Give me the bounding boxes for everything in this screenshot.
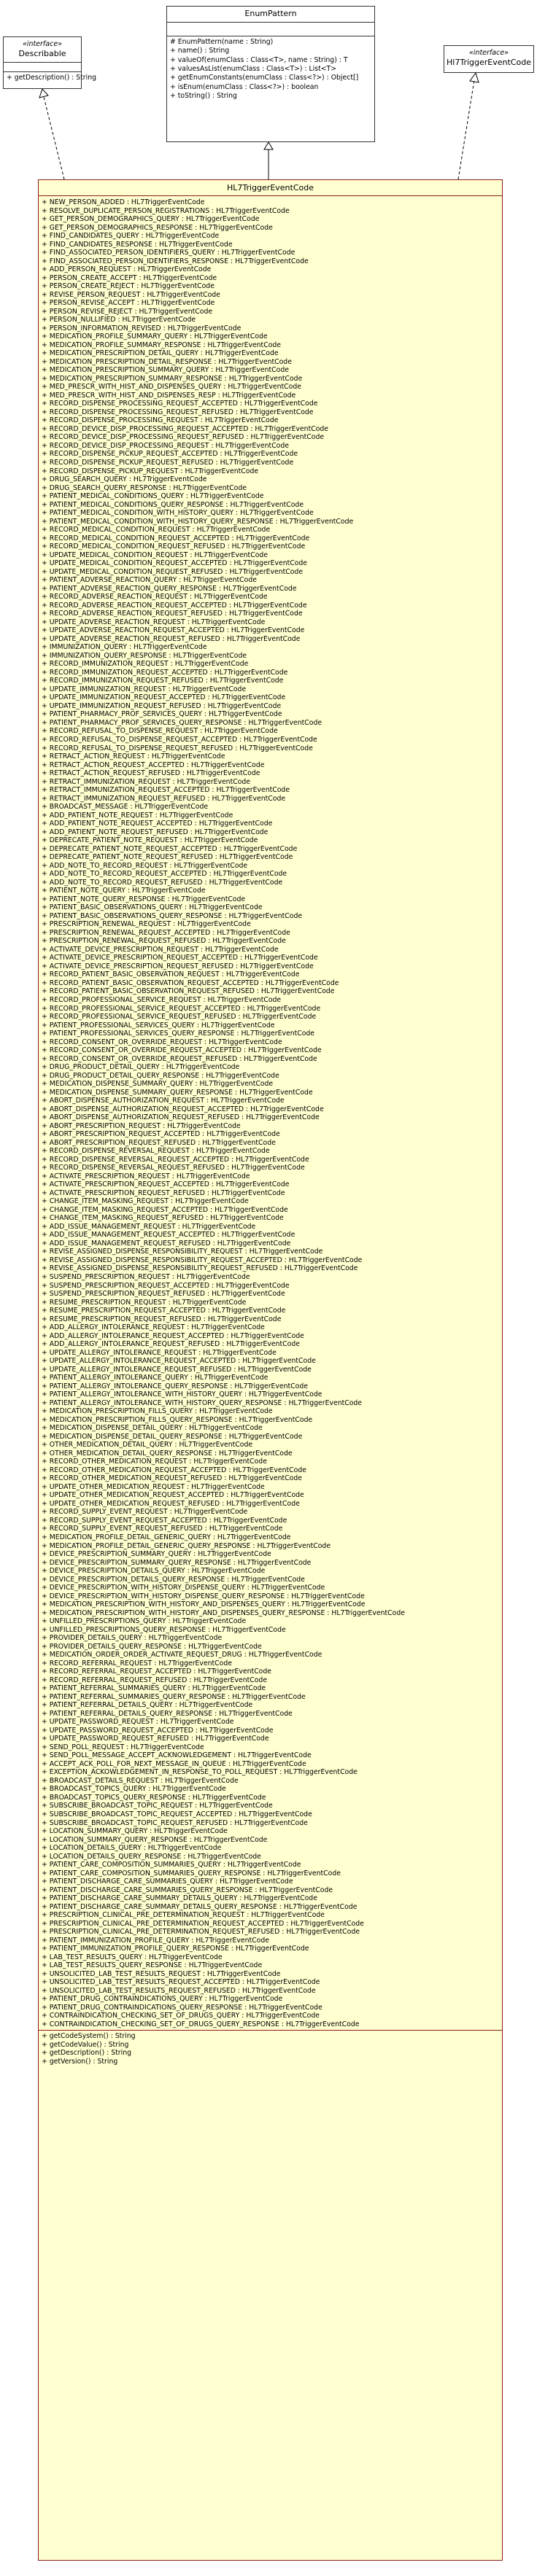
enum-constant: + ADD_PATIENT_NOTE_REQUEST_REFUSED : HL7TriggerEventCode [42,828,268,836]
main-class-method: + getCodeValue() : String [42,2040,129,2049]
enum-constant: + PATIENT_PROFESSIONAL_SERVICES_QUERY : HL7TriggerEventCode [42,1021,275,1030]
enum-constant: + DEVICE_PRESCRIPTION_SUMMARY_QUERY_RESPONSE : HL7TriggerEventCode [42,1558,312,1567]
enum-constant: + PATIENT_MEDICAL_CONDITION_WITH_HISTORY_QUERY_RESPONSE : HL7TriggerEventCode [42,517,354,526]
enum-constant: + FIND_CANDIDATES_RESPONSE : HL7TriggerEventCode [42,240,233,249]
enum-constant: + IMMUNIZATION_QUERY : HL7TriggerEventCode [42,643,207,652]
enum-constant: + RESUME_PRESCRIPTION_REQUEST_ACCEPTED : HL7TriggerEventCode [42,1307,286,1315]
enum-constant: + UPDATE_IMMUNIZATION_REQUEST_ACCEPTED : HL7TriggerEventCode [42,693,286,702]
enum-constant: + RECORD_OTHER_MEDICATION_REQUEST_REFUSED : HL7TriggerEventCode [42,1474,302,1483]
enum-constant: + LOCATION_SUMMARY_QUERY_RESPONSE : HL7TriggerEventCode [42,1835,268,1844]
enum-constant: + MEDICATION_PRESCRIPTION_SUMMARY_RESPONSE : HL7TriggerEventCode [42,374,303,383]
enum-constant: + PRESCRIPTION_CLINICAL_PRE_DETERMINATION_REQUEST : HL7TriggerEventCode [42,1911,325,1920]
enum-constant: + PRESCRIPTION_RENEWAL_REQUEST : HL7TriggerEventCode [42,920,251,929]
enum-constant: + REVISE_PERSON_REQUEST : HL7TriggerEventCode [42,290,220,299]
enum-constant: + RECORD_PATIENT_BASIC_OBSERVATION_REQUEST_ACCEPTED : HL7TriggerEventCode [42,978,339,987]
enum-constant: + UNSOLICITED_LAB_TEST_RESULTS_REQUEST : HL7TriggerEventCode [42,1969,281,1978]
enum-constant: + ACTIVATE_PRESCRIPTION_REQUEST : HL7TriggerEventCode [42,1172,250,1180]
main-class-method: + getCodeSystem() : String [42,2032,136,2041]
enum-constant: + MEDICATION_PRESCRIPTION_DETAIL_RESPONSE : HL7TriggerEventCode [42,357,292,366]
enum-constant: + UPDATE_OTHER_MEDICATION_REQUEST : HL7TriggerEventCode [42,1482,265,1491]
enum-constant: + ADD_ISSUE_MANAGEMENT_REQUEST : HL7TriggerEventCode [42,1222,256,1231]
enum-constant: + PATIENT_PROFESSIONAL_SERVICES_QUERY_RESPONSE : HL7TriggerEventCode [42,1030,315,1038]
enum-pattern-title [167,7,374,23]
enum-constant: + MEDICATION_DISPENSE_DETAIL_QUERY_RESPONSE : HL7TriggerEventCode [42,1432,303,1441]
enum-constant: + RECORD_OTHER_MEDICATION_REQUEST : HL7TriggerEventCode [42,1458,267,1466]
enum-pattern-fields [167,23,374,36]
enum-constant: + RECORD_MEDICAL_CONDITION_REQUEST_ACCEPTED : HL7TriggerEventCode [42,534,310,542]
enum-constant: + ADD_ALLERGY_INTOLERANCE_REQUEST : HL7TriggerEventCode [42,1323,265,1332]
enum-constant: + UPDATE_ADVERSE_REACTION_REQUEST_ACCEPTED : HL7TriggerEventCode [42,626,305,635]
enum-constant: + ADD_PERSON_REQUEST : HL7TriggerEventCode [42,265,212,274]
enum-constant: + ABORT_PRESCRIPTION_REQUEST_REFUSED : HL7TriggerEventCode [42,1138,276,1147]
enum-constant: + RECORD_ADVERSE_REACTION_REQUEST_ACCEPTED : HL7TriggerEventCode [42,601,307,610]
enum-constant: + UPDATE_OTHER_MEDICATION_REQUEST_REFUSED : HL7TriggerEventCode [42,1499,300,1508]
enum-constant: + MEDICATION_PRESCRIPTION_WITH_HISTORY_AND_DISPENSES_QUERY : HL7TriggerEventCode [42,1600,366,1609]
enum-constant: + BROADCAST_TOPICS_QUERY : HL7TriggerEventCode [42,1785,226,1794]
enum-constant: + RECORD_PROFESSIONAL_SERVICE_REQUEST_REFUSED : HL7TriggerEventCode [42,1013,317,1022]
enum-pattern-method: # EnumPattern(name : String) [170,38,274,46]
enum-constant: + PRESCRIPTION_CLINICAL_PRE_DETERMINATION_REQUEST_ACCEPTED : HL7TriggerEventCode [42,1919,364,1928]
enum-constant: + PATIENT_NOTE_QUERY_RESPONSE : HL7TriggerEventCode [42,895,246,903]
enum-constant: + PERSON_NULLIFIED : HL7TriggerEventCode [42,316,196,324]
enum-constant: + RECORD_DISPENSE_PICKUP_REQUEST_ACCEPTED : HL7TriggerEventCode [42,450,298,459]
enum-constant: + PATIENT_DISCHARGE_CARE_SUMMARY_DETAILS_QUERY : HL7TriggerEventCode [42,1894,317,1903]
enum-constant: + PATIENT_IMMUNIZATION_PROFILE_QUERY : HL7TriggerEventCode [42,1936,269,1945]
enum-pattern-method: + valuesAsList(enumClass : Class<T>) : List<T> [170,65,337,74]
main-class-method: + getVersion() : String [42,2057,118,2066]
enum-constant: + RECORD_DISPENSE_PICKUP_REQUEST_REFUSED : HL7TriggerEventCode [42,458,294,467]
enum-constant: + PATIENT_ALLERGY_INTOLERANCE_QUERY : HL7TriggerEventCode [42,1374,268,1382]
enum-constant: + MEDICATION_DISPENSE_SUMMARY_QUERY_RESPONSE : HL7TriggerEventCode [42,1088,313,1097]
describable-method: + getDescription() : String [7,74,97,82]
enum-constant: + RECORD_DEVICE_DISP_PROCESSING_REQUEST_ACCEPTED : HL7TriggerEventCode [42,424,329,433]
enum-constant: + RECORD_SUPPLY_EVENT_REQUEST : HL7TriggerEventCode [42,1508,248,1517]
enum-constant: + RECORD_PATIENT_BASIC_OBSERVATION_REQUEST : HL7TriggerEventCode [42,970,300,979]
enum-constant: + RETRACT_IMMUNIZATION_REQUEST_ACCEPTED : HL7TriggerEventCode [42,786,290,795]
enum-constant: + DRUG_SEARCH_QUERY : HL7TriggerEventCode [42,475,207,484]
enum-constant: + LAB_TEST_RESULTS_QUERY_RESPONSE : HL7TriggerEventCode [42,1961,263,1970]
enum-constant: + MED_PRESCR_WITH_HIST_AND_DISPENSES_QUERY : HL7TriggerEventCode [42,383,301,392]
enum-constant: + PATIENT_DISCHARGE_CARE_SUMMARY_DETAILS_QUERY_RESPONSE : HL7TriggerEventCode [42,1902,358,1911]
implements-hl7-interface-arrowhead [470,73,479,82]
enum-constant: + PATIENT_PHARMACY_PROF_SERVICES_QUERY_RESPONSE : HL7TriggerEventCode [42,718,322,727]
enum-constant: + ADD_PATIENT_NOTE_REQUEST_ACCEPTED : HL7TriggerEventCode [42,820,273,828]
enum-constant: + OTHER_MEDICATION_DETAIL_QUERY_RESPONSE : HL7TriggerEventCode [42,1449,293,1458]
enum-constant: + RECORD_PROFESSIONAL_SERVICE_REQUEST : HL7TriggerEventCode [42,995,282,1004]
enum-constant: + RESOLVE_DUPLICATE_PERSON_REGISTRATIONS : HL7TriggerEventCode [42,206,290,215]
enum-constant: + ACTIVATE_PRESCRIPTION_REQUEST_ACCEPTED : HL7TriggerEventCode [42,1180,290,1189]
enum-constant: + UPDATE_ALLERGY_INTOLERANCE_REQUEST : HL7TriggerEventCode [42,1348,277,1357]
enum-constant: + LOCATION_SUMMARY_QUERY : HL7TriggerEventCode [42,1827,228,1836]
enum-constant: + MEDICATION_DISPENSE_DETAIL_QUERY : HL7TriggerEventCode [42,1424,263,1433]
enum-constant: + RETRACT_ACTION_REQUEST : HL7TriggerEventCode [42,752,225,761]
enum-constant: + ADD_NOTE_TO_RECORD_REQUEST : HL7TriggerEventCode [42,861,248,870]
enum-constant: + RECORD_PATIENT_BASIC_OBSERVATION_REQUEST_REFUSED : HL7TriggerEventCode [42,987,335,996]
enum-constant: + GET_PERSON_DEMOGRAPHICS_RESPONSE : HL7TriggerEventCode [42,223,273,232]
enum-constant: + PERSON_REVISE_ACCEPT : HL7TriggerEventCode [42,299,215,308]
enum-constant: + MEDICATION_PRESCRIPTION_FILLS_QUERY : HL7TriggerEventCode [42,1407,273,1416]
enum-constant: + LOCATION_DETAILS_QUERY_RESPONSE : HL7TriggerEventCode [42,1852,261,1861]
enum-constant: + FIND_ASSOCIATED_PERSON_IDENTIFIERS_RESPONSE : HL7TriggerEventCode [42,257,309,265]
enum-constant: + RECORD_SUPPLY_EVENT_REQUEST_REFUSED : HL7TriggerEventCode [42,1525,283,1533]
extends-enum-pattern-arrowhead [264,142,273,149]
hl7-interface-stereotype: «interface» [468,49,509,57]
enum-constant: + SUSPEND_PRESCRIPTION_REQUEST : HL7TriggerEventCode [42,1273,250,1281]
implements-hl7-interface-line [458,80,474,179]
hl7-trigger-event-code-class[interactable] [38,179,503,2561]
enum-constant: + PATIENT_REFERRAL_DETAILS_QUERY_RESPONSE : HL7TriggerEventCode [42,1709,293,1718]
enum-constant: + DRUG_PRODUCT_DETAIL_QUERY : HL7TriggerEventCode [42,1063,240,1072]
enum-pattern-name: EnumPattern [244,9,297,18]
enum-constant: + RECORD_CONSENT_OR_OVERRIDE_REQUEST_REFUSED : HL7TriggerEventCode [42,1054,317,1063]
describable-title [4,37,81,63]
enum-constant: + UPDATE_ALLERGY_INTOLERANCE_REQUEST_REFUSED : HL7TriggerEventCode [42,1365,312,1374]
enum-constant: + MEDICATION_PRESCRIPTION_WITH_HISTORY_AND_DISPENSES_QUERY_RESPONSE : HL7TriggerEventCode [42,1608,405,1617]
enum-constant: + LOCATION_DETAILS_QUERY : HL7TriggerEventCode [42,1844,222,1853]
enum-constant: + RETRACT_IMMUNIZATION_REQUEST_REFUSED : HL7TriggerEventCode [42,794,286,803]
enum-constant: + UPDATE_OTHER_MEDICATION_REQUEST_ACCEPTED : HL7TriggerEventCode [42,1491,304,1500]
enum-constant: + CONTRAINDICATION_CHECKING_SET_OF_DRUGS_QUERY_RESPONSE : HL7TriggerEventCode [42,2020,360,2028]
describable-stereotype: «interface» [22,40,63,48]
enum-constant: + RECORD_SUPPLY_EVENT_REQUEST_ACCEPTED : HL7TriggerEventCode [42,1516,287,1525]
enum-constant: + PATIENT_ALLERGY_INTOLERANCE_QUERY_RESPONSE : HL7TriggerEventCode [42,1382,308,1390]
enum-constant: + ABORT_DISPENSE_AUTHORIZATION_REQUEST : HL7TriggerEventCode [42,1097,285,1105]
enum-constant: + UPDATE_ALLERGY_INTOLERANCE_REQUEST_ACCEPTED : HL7TriggerEventCode [42,1357,316,1366]
enum-constant: + MEDICATION_PRESCRIPTION_DETAIL_QUERY : HL7TriggerEventCode [42,349,279,358]
enum-constant: + PATIENT_CARE_COMPOSITION_SUMMARIES_QUERY : HL7TriggerEventCode [42,1861,301,1869]
enum-constant: + RESUME_PRESCRIPTION_REQUEST : HL7TriggerEventCode [42,1298,247,1307]
enum-constant: + CONTRAINDICATION_CHECKING_SET_OF_DRUGS_QUERY : HL7TriggerEventCode [42,2012,320,2020]
enum-constant: + ACCEPT_ACK_POLL_FOR_NEXT_MESSAGE_IN_QUEUE : HL7TriggerEventCode [42,1759,306,1768]
enum-constant: + RECORD_REFERRAL_REQUEST_ACCEPTED : HL7TriggerEventCode [42,1668,271,1676]
describable-fields [4,63,81,72]
implements-describable-line [44,97,64,179]
enum-constant: + MED_PRESCR_WITH_HIST_AND_DISPENSES_RESP : HL7TriggerEventCode [42,391,296,400]
enum-constant: + PROVIDER_DETAILS_QUERY_RESPONSE : HL7TriggerEventCode [42,1642,262,1651]
enum-constant: + PATIENT_DRUG_CONTRAINDICATIONS_QUERY : HL7TriggerEventCode [42,1995,283,2004]
enum-constant: + MEDICATION_PRESCRIPTION_FILLS_QUERY_RESPONSE : HL7TriggerEventCode [42,1415,313,1424]
enum-constant: + ADD_PATIENT_NOTE_REQUEST : HL7TriggerEventCode [42,811,233,820]
enum-constant: + GET_PERSON_DEMOGRAPHICS_QUERY : HL7TriggerEventCode [42,215,260,224]
enum-constant: + DEPRECATE_PATIENT_NOTE_REQUEST_ACCEPTED : HL7TriggerEventCode [42,844,298,853]
enum-constant: + PRESCRIPTION_CLINICAL_PRE_DETERMINATION_REQUEST_REFUSED : HL7TriggerEventCode [42,1928,360,1937]
enum-constant: + PERSON_REVISE_REJECT : HL7TriggerEventCode [42,307,213,316]
enum-constant: + IMMUNIZATION_QUERY_RESPONSE : HL7TriggerEventCode [42,651,247,660]
enum-constant: + ACTIVATE_DEVICE_PRESCRIPTION_REQUEST_ACCEPTED : HL7TriggerEventCode [42,954,318,962]
enum-constant: + RECORD_DISPENSE_REVERSAL_REQUEST_ACCEPTED : HL7TriggerEventCode [42,1155,309,1164]
enum-constant: + RETRACT_ACTION_REQUEST_ACCEPTED : HL7TriggerEventCode [42,760,265,769]
enum-constant: + PERSON_CREATE_ACCEPT : HL7TriggerEventCode [42,273,217,282]
enum-constant: + PRESCRIPTION_RENEWAL_REQUEST_ACCEPTED : HL7TriggerEventCode [42,928,290,937]
enum-constant: + RECORD_IMMUNIZATION_REQUEST_ACCEPTED : HL7TriggerEventCode [42,668,288,677]
enum-constant: + PATIENT_DRUG_CONTRAINDICATIONS_QUERY_RESPONSE : HL7TriggerEventCode [42,2003,322,2012]
enum-constant: + OTHER_MEDICATION_DETAIL_QUERY : HL7TriggerEventCode [42,1441,253,1450]
main-class-fields [39,196,502,2031]
enum-constant: + RECORD_MEDICAL_CONDITION_REQUEST_REFUSED : HL7TriggerEventCode [42,542,306,551]
enum-constant: + PROVIDER_DETAILS_QUERY : HL7TriggerEventCode [42,1634,223,1643]
enum-constant: + PATIENT_BASIC_OBSERVATIONS_QUERY_RESPONSE : HL7TriggerEventCode [42,911,303,920]
enum-constant: + UPDATE_MEDICAL_CONDITION_REQUEST_REFUSED : HL7TriggerEventCode [42,567,304,576]
enum-constant: + SUBSCRIBE_BROADCAST_TOPIC_REQUEST : HL7TriggerEventCode [42,1802,273,1810]
enum-constant: + PATIENT_ADVERSE_REACTION_QUERY : HL7TriggerEventCode [42,576,257,585]
describable-interface[interactable] [3,36,97,89]
enum-constant: + PATIENT_ALLERGY_INTOLERANCE_WITH_HISTORY_QUERY : HL7TriggerEventCode [42,1390,322,1399]
enum-constant: + RECORD_DEVICE_DISP_PROCESSING_REQUEST : HL7TriggerEventCode [42,441,289,450]
enum-constant: + RECORD_REFUSAL_TO_DISPENSE_REQUEST_REFUSED : HL7TriggerEventCode [42,744,313,752]
enum-constant: + REVISE_ASSIGNED_DISPENSE_RESPONSIBILITY_REQUEST : HL7TriggerEventCode [42,1248,323,1256]
enum-constant: + UNFILLED_PRESCRIPTIONS_QUERY : HL7TriggerEventCode [42,1617,247,1626]
enum-constant: + ABORT_PRESCRIPTION_REQUEST_ACCEPTED : HL7TriggerEventCode [42,1130,280,1139]
enum-constant: + UPDATE_IMMUNIZATION_REQUEST : HL7TriggerEventCode [42,685,247,693]
enum-pattern-class[interactable] [166,6,375,142]
implements-describable-arrowhead [39,89,48,98]
enum-constant: + ADD_ISSUE_MANAGEMENT_REQUEST_REFUSED : HL7TriggerEventCode [42,1239,291,1248]
enum-constant: + BROADCAST_MESSAGE : HL7TriggerEventCode [42,803,209,812]
enum-constant: + RECORD_REFERRAL_REQUEST : HL7TriggerEventCode [42,1659,232,1668]
enum-constant: + ADD_NOTE_TO_RECORD_REQUEST_ACCEPTED : HL7TriggerEventCode [42,870,287,879]
enum-constant: + FIND_CANDIDATES_QUERY : HL7TriggerEventCode [42,232,220,241]
enum-constant: + ADD_ALLERGY_INTOLERANCE_REQUEST_REFUSED : HL7TriggerEventCode [42,1340,300,1349]
enum-constant: + RECORD_CONSENT_OR_OVERRIDE_REQUEST : HL7TriggerEventCode [42,1038,282,1046]
main-class-method: + getDescription() : String [42,2049,132,2058]
enum-constant: + SUBSCRIBE_BROADCAST_TOPIC_REQUEST_ACCEPTED : HL7TriggerEventCode [42,1810,312,1818]
enum-constant: + DEVICE_PRESCRIPTION_DETAILS_QUERY : HL7TriggerEventCode [42,1567,266,1576]
enum-constant: + PATIENT_PHARMACY_PROF_SERVICES_QUERY : HL7TriggerEventCode [42,710,282,719]
enum-pattern-method: + getEnumConstants(enumClass : Class<?>) : Object[] [170,74,359,82]
enum-constant: + MEDICATION_DISPENSE_SUMMARY_QUERY : HL7TriggerEventCode [42,1080,274,1089]
enum-constant: + RETRACT_IMMUNIZATION_REQUEST : HL7TriggerEventCode [42,777,251,786]
enum-constant: + PATIENT_MEDICAL_CONDITIONS_QUERY_RESPONSE : HL7TriggerEventCode [42,500,304,509]
enum-constant: + RECORD_DISPENSE_PROCESSING_REQUEST_REFUSED : HL7TriggerEventCode [42,408,314,416]
enum-constant: + ADD_ISSUE_MANAGEMENT_REQUEST_ACCEPTED : HL7TriggerEventCode [42,1231,295,1240]
enum-constant: + RECORD_DISPENSE_PROCESSING_REQUEST_ACCEPTED : HL7TriggerEventCode [42,400,318,408]
enum-constant: + RETRACT_ACTION_REQUEST_REFUSED : HL7TriggerEventCode [42,769,260,778]
enum-pattern-method: + isEnum(enumClass : Class<?>) : boolean [170,82,319,91]
enum-constant: + ACTIVATE_PRESCRIPTION_REQUEST_REFUSED : HL7TriggerEventCode [42,1188,285,1197]
enum-constant: + RECORD_REFUSAL_TO_DISPENSE_REQUEST_ACCEPTED : HL7TriggerEventCode [42,736,317,744]
enum-constant: + CHANGE_ITEM_MASKING_REQUEST_REFUSED : HL7TriggerEventCode [42,1214,284,1223]
hl7-interface-title [444,46,533,71]
enum-constant: + UPDATE_IMMUNIZATION_REQUEST_REFUSED : HL7TriggerEventCode [42,701,282,710]
enum-constant: + LAB_TEST_RESULTS_QUERY : HL7TriggerEventCode [42,1953,223,1961]
enum-constant: + ADD_ALLERGY_INTOLERANCE_REQUEST_ACCEPTED : HL7TriggerEventCode [42,1331,304,1340]
enum-constant: + PATIENT_REFERRAL_DETAILS_QUERY : HL7TriggerEventCode [42,1701,253,1710]
enum-constant: + SUSPEND_PRESCRIPTION_REQUEST_REFUSED : HL7TriggerEventCode [42,1290,285,1299]
enum-constant: + PATIENT_ALLERGY_INTOLERANCE_WITH_HISTORY_QUERY_RESPONSE : HL7TriggerEventCode [42,1398,363,1407]
enum-constant: + UPDATE_MEDICAL_CONDITION_REQUEST : HL7TriggerEventCode [42,550,268,559]
enum-constant: + RECORD_DISPENSE_REVERSAL_REQUEST : HL7TriggerEventCode [42,1147,270,1156]
enum-constant: + UPDATE_PASSWORD_REQUEST_REFUSED : HL7TriggerEventCode [42,1735,269,1743]
enum-constant: + SUBSCRIBE_BROADCAST_TOPIC_REQUEST_REFUSED : HL7TriggerEventCode [42,1818,308,1827]
enum-constant: + NEW_PERSON_ADDED : HL7TriggerEventCode [42,198,205,206]
enum-constant: + RECORD_DISPENSE_REVERSAL_REQUEST_REFUSED : HL7TriggerEventCode [42,1164,305,1172]
enum-constant: + DEPRECATE_PATIENT_NOTE_REQUEST : HL7TriggerEventCode [42,836,258,845]
enum-constant: + REVISE_ASSIGNED_DISPENSE_RESPONSIBILITY_REQUEST_ACCEPTED : HL7TriggerEventCode [42,1256,363,1264]
enum-constant: + MEDICATION_PROFILE_DETAIL_GENERIC_QUERY : HL7TriggerEventCode [42,1533,291,1541]
enum-pattern-methods [167,36,374,102]
enum-constant: + DEVICE_PRESCRIPTION_DETAILS_QUERY_RESPONSE : HL7TriggerEventCode [42,1575,305,1584]
enum-constant: + RECORD_IMMUNIZATION_REQUEST : HL7TriggerEventCode [42,660,249,669]
enum-constant: + FIND_ASSOCIATED_PERSON_IDENTIFIERS_QUERY : HL7TriggerEventCode [42,249,295,257]
enum-constant: + PATIENT_DISCHARGE_CARE_SUMMARIES_QUERY : HL7TriggerEventCode [42,1877,293,1886]
enum-constant: + MEDICATION_PRESCRIPTION_SUMMARY_QUERY : HL7TriggerEventCode [42,366,289,375]
describable-name: Describable [18,49,66,58]
enum-constant: + DEVICE_PRESCRIPTION_WITH_HISTORY_DISPENSE_QUERY_RESPONSE : HL7TriggerEventCode [42,1592,365,1600]
enum-constant: + RECORD_CONSENT_OR_OVERRIDE_REQUEST_ACCEPTED : HL7TriggerEventCode [42,1046,322,1055]
enum-constant: + PRESCRIPTION_RENEWAL_REQUEST_REFUSED : HL7TriggerEventCode [42,937,286,946]
hl7-trigger-event-code-interface[interactable] [444,45,534,73]
enum-constant: + PATIENT_MEDICAL_CONDITIONS_QUERY : HL7TriggerEventCode [42,492,264,501]
enum-constant: + UNFILLED_PRESCRIPTIONS_QUERY_RESPONSE : HL7TriggerEventCode [42,1625,286,1634]
enum-constant: + RECORD_ADVERSE_REACTION_REQUEST_REFUSED : HL7TriggerEventCode [42,610,303,618]
enum-constant: + UPDATE_ADVERSE_REACTION_REQUEST : HL7TriggerEventCode [42,618,266,626]
enum-constant: + MEDICATION_PROFILE_DETAIL_GENERIC_QUERY_RESPONSE : HL7TriggerEventCode [42,1541,331,1550]
enum-constant: + ABORT_PRESCRIPTION_REQUEST : HL7TriggerEventCode [42,1121,241,1130]
enum-constant: + PATIENT_ADVERSE_REACTION_QUERY_RESPONSE : HL7TriggerEventCode [42,584,297,593]
enum-constant: + PATIENT_CARE_COMPOSITION_SUMMARIES_QUERY_RESPONSE : HL7TriggerEventCode [42,1869,341,1877]
enum-constant: + PATIENT_BASIC_OBSERVATIONS_QUERY : HL7TriggerEventCode [42,903,263,912]
enum-constant: + PATIENT_REFERRAL_SUMMARIES_QUERY_RESPONSE : HL7TriggerEventCode [42,1692,306,1701]
enum-constant: + UPDATE_PASSWORD_REQUEST : HL7TriggerEventCode [42,1718,234,1727]
enum-constant: + DRUG_SEARCH_QUERY_RESPONSE : HL7TriggerEventCode [42,483,247,492]
enum-constant: + UNSOLICITED_LAB_TEST_RESULTS_REQUEST_REFUSED : HL7TriggerEventCode [42,1986,316,1995]
enum-constant: + RECORD_MEDICAL_CONDITION_REQUEST : HL7TriggerEventCode [42,526,271,534]
enum-constant: + DEVICE_PRESCRIPTION_WITH_HISTORY_DISPENSE_QUERY : HL7TriggerEventCode [42,1584,325,1592]
enum-constant: + MEDICATION_PROFILE_SUMMARY_QUERY : HL7TriggerEventCode [42,332,268,341]
enum-constant: + ACTIVATE_DEVICE_PRESCRIPTION_REQUEST_REFUSED : HL7TriggerEventCode [42,962,314,970]
enum-constant: + MEDICATION_PROFILE_SUMMARY_RESPONSE : HL7TriggerEventCode [42,341,282,349]
enum-constant: + PATIENT_REFERRAL_SUMMARIES_QUERY : HL7TriggerEventCode [42,1684,266,1693]
enum-constant: + UPDATE_PASSWORD_REQUEST_ACCEPTED : HL7TriggerEventCode [42,1726,274,1735]
enum-constant: + EXCEPTION_ACKOWLEDGEMENT_IN_RESPONSE_TO_POLL_REQUEST : HL7TriggerEventCode [42,1768,358,1777]
enum-constant: + ABORT_DISPENSE_AUTHORIZATION_REQUEST_REFUSED : HL7TriggerEventCode [42,1113,320,1122]
enum-constant: + RECORD_OTHER_MEDICATION_REQUEST_ACCEPTED : HL7TriggerEventCode [42,1466,306,1474]
enum-constant: + ABORT_DISPENSE_AUTHORIZATION_REQUEST_ACCEPTED : HL7TriggerEventCode [42,1105,324,1113]
enum-pattern-method: + toString() : String [170,92,237,101]
enum-constant: + PERSON_INFORMATION_REVISED : HL7TriggerEventCode [42,324,242,332]
enum-constant: + ADD_NOTE_TO_RECORD_REQUEST_REFUSED : HL7TriggerEventCode [42,878,283,887]
enum-constant: + PERSON_CREATE_REJECT : HL7TriggerEventCode [42,282,215,291]
enum-constant: + ACTIVATE_DEVICE_PRESCRIPTION_REQUEST : HL7TriggerEventCode [42,945,279,954]
enum-constant: + RECORD_DISPENSE_PROCESSING_REQUEST : HL7TriggerEventCode [42,416,279,425]
enum-constant: + SUSPEND_PRESCRIPTION_REQUEST_ACCEPTED : HL7TriggerEventCode [42,1281,290,1290]
main-class-name: HL7TriggerEventCode [226,183,314,192]
hl7-interface-name: Hl7TriggerEventCode [447,58,531,67]
enum-constant: + PATIENT_MEDICAL_CONDITION_WITH_HISTORY_QUERY : HL7TriggerEventCode [42,509,314,518]
enum-constant: + RECORD_REFERRAL_REQUEST_REFUSED : HL7TriggerEventCode [42,1676,268,1684]
enum-constant: + SEND_POLL_MESSAGE_ACCEPT_ACKNOWLEDGEMENT : HL7TriggerEventCode [42,1751,312,1760]
enum-constant: + CHANGE_ITEM_MASKING_REQUEST : HL7TriggerEventCode [42,1197,249,1206]
enum-constant: + REVISE_ASSIGNED_DISPENSE_RESPONSIBILITY_REQUEST_REFUSED : HL7TriggerEventCode [42,1264,358,1273]
enum-constant: + BROADCAST_DETAILS_REQUEST : HL7TriggerEventCode [42,1776,239,1785]
enum-constant: + RECORD_DISPENSE_PICKUP_REQUEST : HL7TriggerEventCode [42,467,259,475]
enum-constant: + SEND_POLL_REQUEST : HL7TriggerEventCode [42,1743,204,1751]
enum-constant: + RECORD_PROFESSIONAL_SERVICE_REQUEST_ACCEPTED : HL7TriggerEventCode [42,1004,321,1013]
enum-constant: + RECORD_ADVERSE_REACTION_REQUEST : HL7TriggerEventCode [42,593,268,602]
enum-pattern-method: + name() : String [170,47,230,55]
enum-constant: + PATIENT_DISCHARGE_CARE_SUMMARIES_QUERY_RESPONSE : HL7TriggerEventCode [42,1886,333,1894]
enum-constant: + BROADCAST_TOPICS_QUERY_RESPONSE : HL7TriggerEventCode [42,1793,266,1802]
enum-constant: + RESUME_PRESCRIPTION_REQUEST_REFUSED : HL7TriggerEventCode [42,1315,282,1323]
enum-constant: + UNSOLICITED_LAB_TEST_RESULTS_REQUEST_ACCEPTED : HL7TriggerEventCode [42,1978,320,1987]
enum-constant: + RECORD_REFUSAL_TO_DISPENSE_REQUEST : HL7TriggerEventCode [42,727,278,736]
enum-constant: + DEVICE_PRESCRIPTION_SUMMARY_QUERY : HL7TriggerEventCode [42,1550,271,1559]
enum-constant: + RECORD_DEVICE_DISP_PROCESSING_REQUEST_REFUSED : HL7TriggerEventCode [42,433,325,442]
enum-constant: + CHANGE_ITEM_MASKING_REQUEST_ACCEPTED : HL7TriggerEventCode [42,1205,288,1214]
enum-constant: + UPDATE_ADVERSE_REACTION_REQUEST_REFUSED : HL7TriggerEventCode [42,634,301,643]
enum-constant: + DEPRECATE_PATIENT_NOTE_REQUEST_REFUSED : HL7TriggerEventCode [42,853,293,862]
describable-methods [4,72,97,84]
enum-constant: + PATIENT_IMMUNIZATION_PROFILE_QUERY_RESPONSE : HL7TriggerEventCode [42,1945,309,1953]
enum-constant: + RECORD_IMMUNIZATION_REQUEST_REFUSED : HL7TriggerEventCode [42,677,284,685]
enum-constant: + DRUG_PRODUCT_DETAIL_QUERY_RESPONSE : HL7TriggerEventCode [42,1071,279,1080]
enum-constant: + MEDICATION_ORDER_ORDER_ACTIVATE_REQUEST_DRUG : HL7TriggerEventCode [42,1651,322,1659]
main-class-title [39,180,502,196]
enum-constant: + UPDATE_MEDICAL_CONDITION_REQUEST_ACCEPTED : HL7TriggerEventCode [42,559,308,568]
enum-pattern-method: + valueOf(enumClass : Class<T>, name : String) : T [170,55,348,64]
main-class-methods [39,2031,502,2067]
enum-constant: + PATIENT_NOTE_QUERY : HL7TriggerEventCode [42,887,206,895]
